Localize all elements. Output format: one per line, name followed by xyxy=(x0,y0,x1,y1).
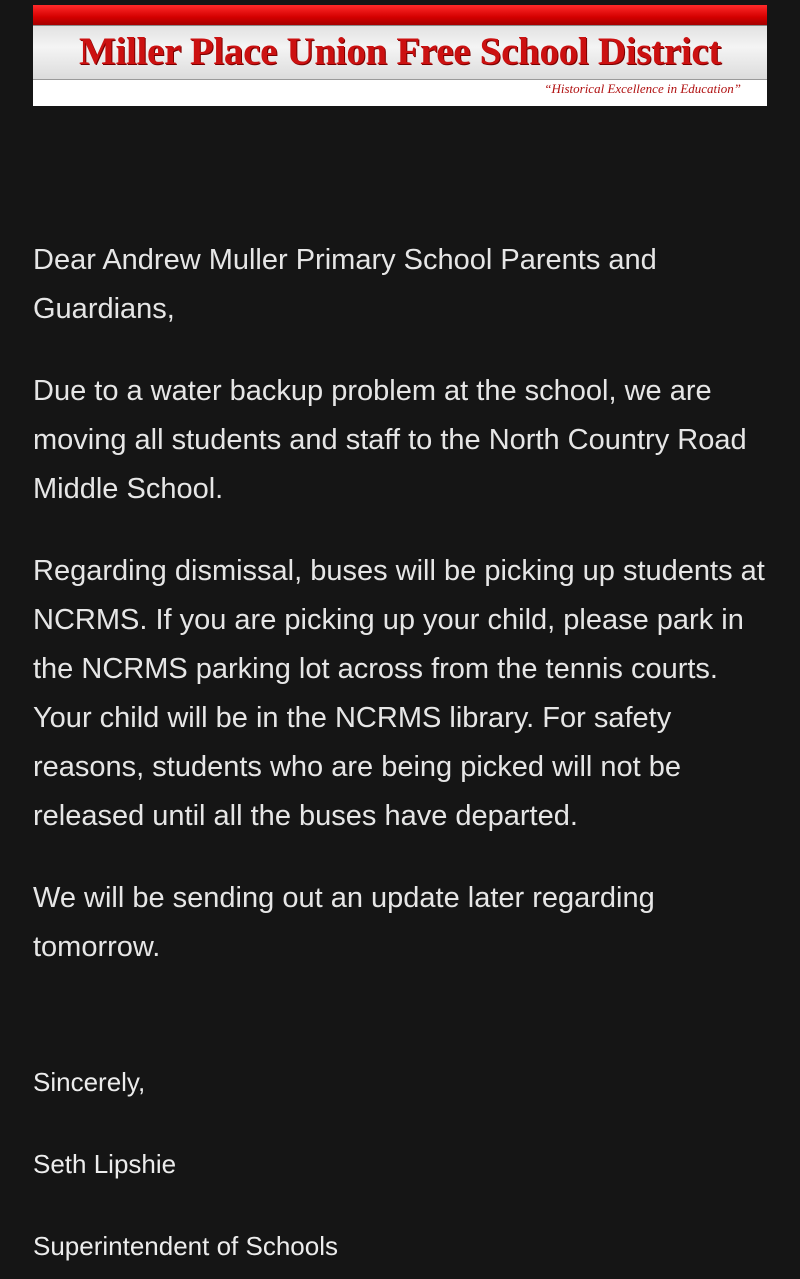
letter-paragraph-2: Regarding dismissal, buses will be picking up students at NCRMS. If you are picking up your child, please park in the NCRMS parking lot across from the tennis courts. Your child will be in the NCRMS library. For safety reasons, students who are being picked will not be released until all the buses have departed. xyxy=(33,555,765,832)
letter-greeting: Dear Andrew Muller Primary School Parents and Guardians, xyxy=(33,244,657,325)
letter-closing: Sincerely, xyxy=(33,1067,146,1097)
signer-name: Seth Lipshie xyxy=(33,1149,177,1179)
banner-red-stripe xyxy=(33,5,767,25)
district-name: Miller Place Union Free School District xyxy=(78,30,722,73)
signer-title: Superintendent of Schools xyxy=(33,1231,338,1261)
district-banner xyxy=(33,5,767,106)
letter-paragraph-3: We will be sending out an update later regarding tomorrow. xyxy=(33,882,655,963)
letter-body xyxy=(33,236,773,1005)
letter-paragraph-1: Due to a water backup problem at the school, we are moving all students and staff to the North Country Road Middle School. xyxy=(33,375,747,505)
district-motto: “Historical Excellence in Education” xyxy=(544,81,741,96)
